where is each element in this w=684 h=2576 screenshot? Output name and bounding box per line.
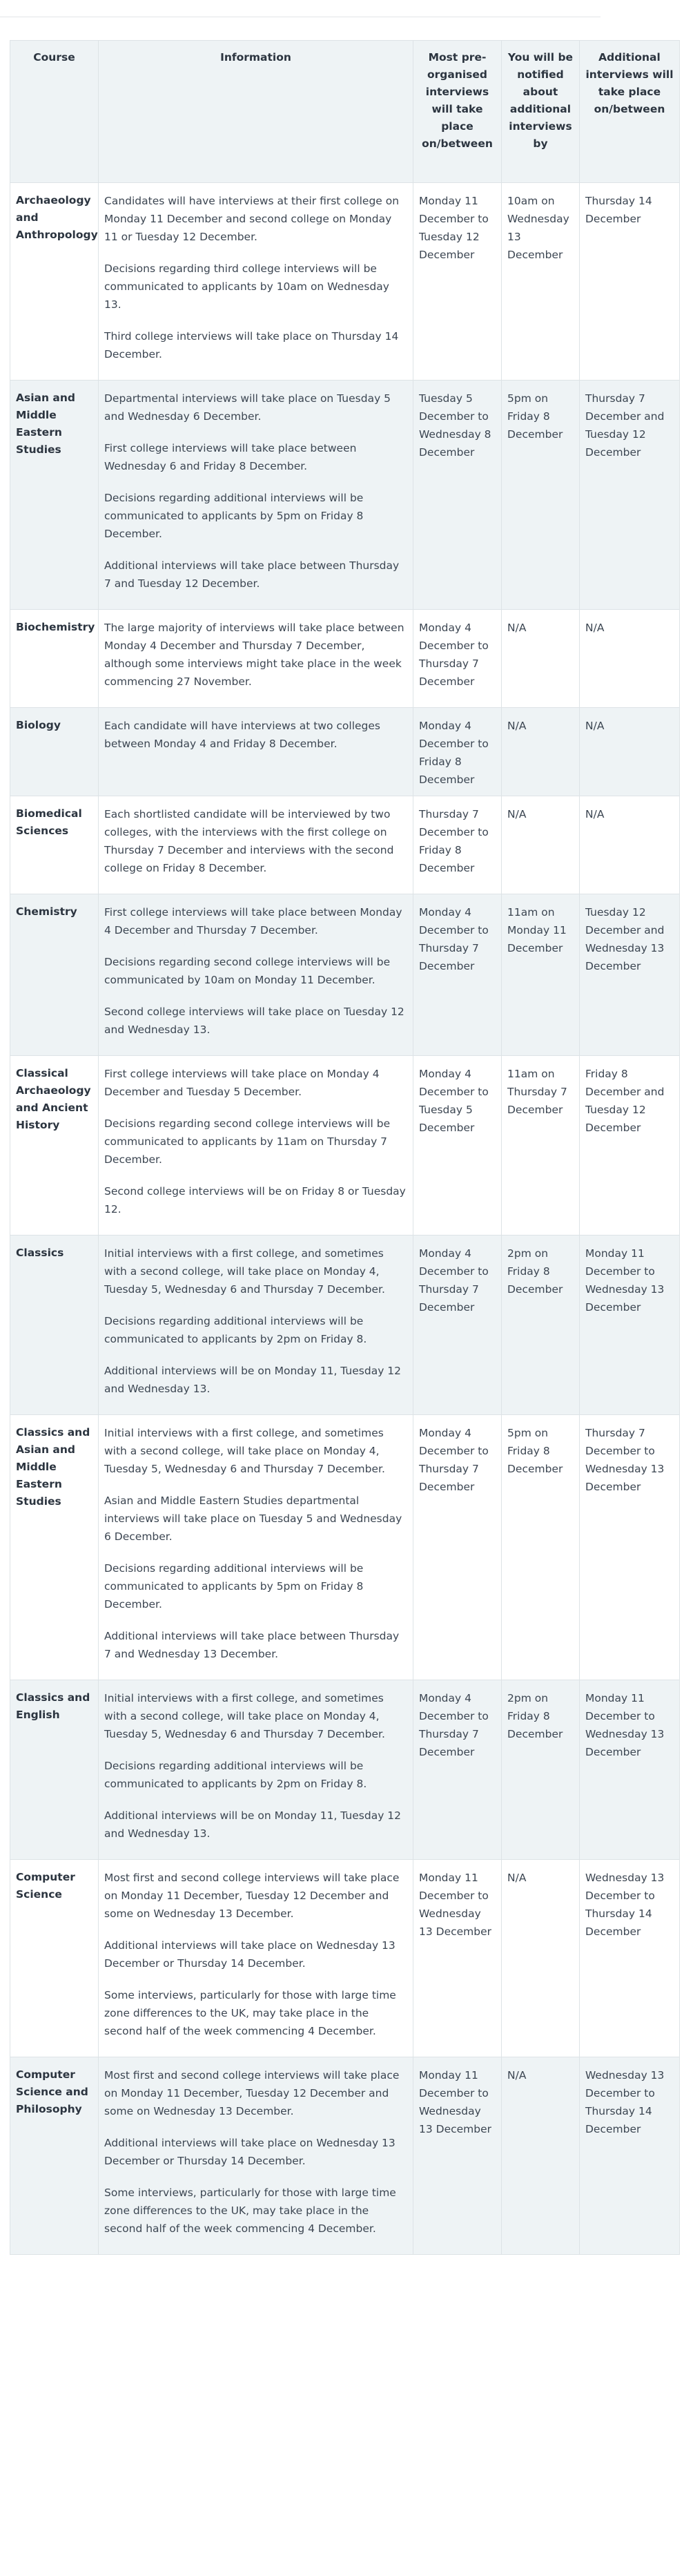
course-name: Chemistry — [10, 894, 99, 1056]
preorganised-dates: Monday 4 December to Thursday 7 December — [413, 1680, 502, 1860]
course-information — [99, 610, 413, 708]
preorganised-dates: Monday 4 December to Thursday 7 December — [413, 610, 502, 708]
notification-time: 11am on Monday 11 December — [502, 894, 580, 1056]
interview-schedule-table — [10, 40, 680, 2255]
table-row — [10, 2057, 680, 2255]
course-name: Computer Science and Philosophy — [10, 2057, 99, 2255]
table-row — [10, 1860, 680, 2057]
table-row — [10, 1056, 680, 1236]
additional-dates: Monday 11 December to Wednesday 13 December — [580, 1236, 680, 1415]
preorganised-dates: Monday 4 December to Tuesday 5 December — [413, 1056, 502, 1236]
additional-dates: Thursday 7 December to Wednesday 13 December — [580, 1415, 680, 1680]
course-information — [99, 1236, 413, 1415]
information-paragraph: Additional interviews will take place between Thursday 7 and Tuesday 12 December. — [104, 559, 400, 590]
information-paragraph: Additional interviews will take place on Wednesday 13 December or Thursday 14 December. — [104, 2137, 395, 2167]
information-paragraph: Second college interviews will take place on Tuesday 12 and Wednesday 13. — [104, 1006, 404, 1036]
course-information — [99, 2057, 413, 2255]
additional-dates: Friday 8 December and Tuesday 12 December — [580, 1056, 680, 1236]
table-row — [10, 1415, 680, 1680]
course-name: Classics and Asian and Middle Eastern Studies — [10, 1415, 99, 1680]
information-paragraph: Initial interviews with a first college, and sometimes with a second college, will take place on Monday 4, Tuesday 5, Wednesday 6 and Thursday 7 December. — [104, 1692, 385, 1740]
information-paragraph: Additional interviews will be on Monday 11, Tuesday 12 and Wednesday 13. — [104, 1809, 402, 1840]
information-paragraph: Decisions regarding second college interviews will be communicated to applicants by 11am on Thursday 7 December. — [104, 1117, 391, 1166]
course-information — [99, 1415, 413, 1680]
header-row — [10, 41, 680, 183]
header-preorganised: Most pre-organised interviews will take place on/between — [413, 41, 502, 183]
information-paragraph: Second college interviews will be on Friday 8 or Tuesday 12. — [104, 1185, 406, 1215]
notification-time: 10am on Wednesday 13 December — [502, 183, 580, 381]
information-paragraph: First college interviews will take place on Monday 4 December and Tuesday 5 December. — [104, 1068, 380, 1098]
table-row — [10, 610, 680, 708]
information-paragraph: Asian and Middle Eastern Studies departmental interviews will take place on Tuesday 5 and Wednesday 6 December. — [104, 1494, 402, 1543]
notification-time: 2pm on Friday 8 December — [502, 1680, 580, 1860]
header-course: Course — [10, 41, 99, 183]
course-name: Biochemistry — [10, 610, 99, 708]
information-paragraph: Each candidate will have interviews at two colleges between Monday 4 and Friday 8 December. — [104, 720, 380, 750]
preorganised-dates: Monday 11 December to Wednesday 13 December — [413, 1860, 502, 2057]
information-paragraph: Additional interviews will take place on Wednesday 13 December or Thursday 14 December. — [104, 1939, 395, 1970]
table-row — [10, 796, 680, 894]
information-paragraph: Candidates will have interviews at their first college on Monday 11 December and second college on Monday 11 or Tuesday 12 December. — [104, 195, 400, 243]
table-body — [10, 183, 680, 2255]
information-paragraph: Decisions regarding additional interviews will be communicated to applicants by 2pm on Friday 8. — [104, 1760, 367, 1790]
course-information — [99, 796, 413, 894]
course-information — [99, 1680, 413, 1860]
information-paragraph: Some interviews, particularly for those with large time zone differences to the UK, may take place in the second half of the week commencing 4 December. — [104, 2186, 396, 2235]
course-name: Classical Archaeology and Ancient History — [10, 1056, 99, 1236]
header-notified: You will be notified about additional interviews by — [502, 41, 580, 183]
notification-time: N/A — [502, 1860, 580, 2057]
information-paragraph: First college interviews will take place between Monday 4 December and Thursday 7 December. — [104, 906, 402, 936]
information-paragraph: Most first and second college interviews will take place on Monday 11 December, Tuesday 12 December and some on Wednesday 13 December. — [104, 1872, 400, 1920]
course-name: Classics — [10, 1236, 99, 1415]
information-paragraph: Initial interviews with a first college, and sometimes with a second college, will take place on Monday 4, Tuesday 5, Wednesday 6 and Thursday 7 December. — [104, 1427, 385, 1475]
notification-time: 5pm on Friday 8 December — [502, 1415, 580, 1680]
course-information — [99, 708, 413, 796]
additional-dates: Thursday 14 December — [580, 183, 680, 381]
preorganised-dates: Tuesday 5 December to Wednesday 8 December — [413, 381, 502, 610]
additional-dates: Tuesday 12 December and Wednesday 13 December — [580, 894, 680, 1056]
course-information — [99, 183, 413, 381]
information-paragraph: Some interviews, particularly for those with large time zone differences to the UK, may take place in the second half of the week commencing 4 December. — [104, 1989, 396, 2037]
additional-dates: N/A — [580, 610, 680, 708]
course-name: Biology — [10, 708, 99, 796]
course-name: Biomedical Sciences — [10, 796, 99, 894]
preorganised-dates: Thursday 7 December to Friday 8 December — [413, 796, 502, 894]
course-name: Asian and Middle Eastern Studies — [10, 381, 99, 610]
information-paragraph: Decisions regarding additional interviews will be communicated to applicants by 5pm on Friday 8 December. — [104, 492, 364, 540]
notification-time: 11am on Thursday 7 December — [502, 1056, 580, 1236]
information-paragraph: Each shortlisted candidate will be interviewed by two colleges, with the interviews with the first college on Thursday 7 December and interviews with the second college on Friday 8 December. — [104, 808, 394, 874]
table-row — [10, 1236, 680, 1415]
additional-dates: Wednesday 13 December to Thursday 14 December — [580, 2057, 680, 2255]
table-row — [10, 894, 680, 1056]
information-paragraph: Most first and second college interviews will take place on Monday 11 December, Tuesday 12 December and some on Wednesday 13 December. — [104, 2069, 400, 2117]
course-name: Computer Science — [10, 1860, 99, 2057]
notification-time: N/A — [502, 610, 580, 708]
additional-dates: Thursday 7 December and Tuesday 12 December — [580, 381, 680, 610]
information-paragraph: Decisions regarding third college interviews will be communicated to applicants by 10am on Wednesday 13. — [104, 262, 389, 311]
notification-time: 5pm on Friday 8 December — [502, 381, 580, 610]
header-additional: Additional interviews will take place on/between — [580, 41, 680, 183]
course-name: Classics and English — [10, 1680, 99, 1860]
course-information — [99, 381, 413, 610]
preorganised-dates: Monday 4 December to Thursday 7 December — [413, 1415, 502, 1680]
preorganised-dates: Monday 11 December to Wednesday 13 December — [413, 2057, 502, 2255]
course-information — [99, 894, 413, 1056]
preorganised-dates: Monday 4 December to Thursday 7 December — [413, 894, 502, 1056]
information-paragraph: The large majority of interviews will take place between Monday 4 December and Thursday 7 December, although some interviews might take place in the week commencing 27 November. — [104, 622, 404, 688]
information-paragraph: Initial interviews with a first college, and sometimes with a second college, will take place on Monday 4, Tuesday 5, Wednesday 6 and Thursday 7 December. — [104, 1247, 385, 1296]
additional-dates: Wednesday 13 December to Thursday 14 December — [580, 1860, 680, 2057]
additional-dates: Monday 11 December to Wednesday 13 December — [580, 1680, 680, 1860]
information-paragraph: Decisions regarding additional interviews will be communicated to applicants by 5pm on Friday 8 December. — [104, 1562, 364, 1611]
information-paragraph: Decisions regarding second college interviews will be communicated by 10am on Monday 11 December. — [104, 956, 391, 986]
notification-time: N/A — [502, 796, 580, 894]
information-paragraph: First college interviews will take place between Wednesday 6 and Friday 8 December. — [104, 442, 357, 472]
notification-time: N/A — [502, 708, 580, 796]
preorganised-dates: Monday 4 December to Thursday 7 December — [413, 1236, 502, 1415]
preorganised-dates: Monday 4 December to Friday 8 December — [413, 708, 502, 796]
information-paragraph: Departmental interviews will take place on Tuesday 5 and Wednesday 6 December. — [104, 392, 391, 423]
course-name: Archaeology and Anthropology — [10, 183, 99, 381]
notification-time: N/A — [502, 2057, 580, 2255]
table-row — [10, 381, 680, 610]
table-row — [10, 1680, 680, 1860]
course-information — [99, 1056, 413, 1236]
information-paragraph: Additional interviews will be on Monday 11, Tuesday 12 and Wednesday 13. — [104, 1365, 402, 1395]
information-paragraph: Decisions regarding additional interviews will be communicated to applicants by 2pm on Friday 8. — [104, 1315, 367, 1345]
preorganised-dates: Monday 11 December to Tuesday 12 December — [413, 183, 502, 381]
course-information — [99, 1860, 413, 2057]
additional-dates: N/A — [580, 708, 680, 796]
table-header — [10, 41, 680, 183]
header-information: Information — [99, 41, 413, 183]
table-row — [10, 708, 680, 796]
additional-dates: N/A — [580, 796, 680, 894]
notification-time: 2pm on Friday 8 December — [502, 1236, 580, 1415]
table-row — [10, 183, 680, 381]
information-paragraph: Additional interviews will take place between Thursday 7 and Wednesday 13 December. — [104, 1630, 400, 1660]
information-paragraph: Third college interviews will take place on Thursday 14 December. — [104, 330, 399, 361]
